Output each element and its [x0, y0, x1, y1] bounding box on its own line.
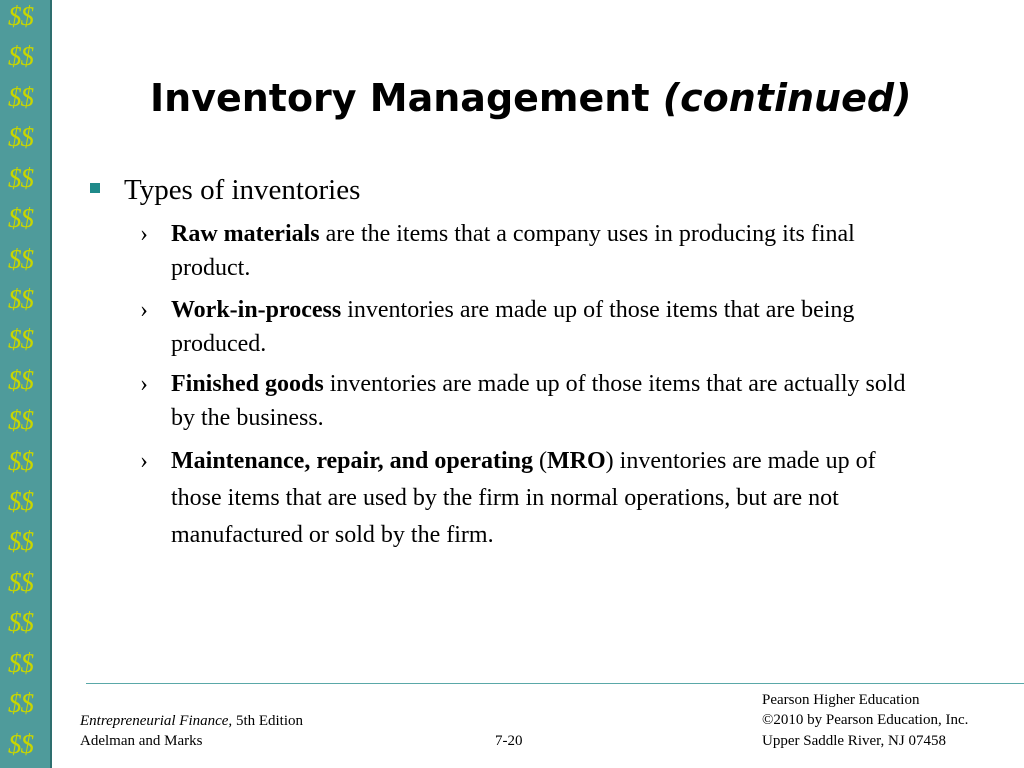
dollar-mark: $$ [8, 688, 33, 718]
definition: inventories are made up of those items that are being produced. [171, 297, 855, 357]
term: Work-in-process [171, 297, 342, 323]
dollar-mark: $$ [8, 648, 33, 678]
definition: are the items that a company uses in producing its final product. [171, 221, 855, 281]
footer-book-title: Entrepreneurial Finance, [80, 713, 233, 729]
dollar-mark: $$ [8, 446, 33, 476]
dollar-mark: $$ [8, 203, 33, 233]
sub-bullet-text: Maintenance, repair, and operating (MRO) inventories are made up of those items that are used by the firm in normal operations, but are not manufactured or sold by the firm. [171, 448, 876, 548]
bullet-text: Types of inventories [124, 174, 361, 206]
term: Maintenance, repair, and operating [171, 448, 534, 474]
dollar-mark: $$ [8, 41, 33, 71]
sub-bullet-text [171, 217, 931, 285]
footer-divider [86, 683, 1024, 684]
slide-title [150, 74, 950, 122]
footer-publisher: Pearson Higher Education [762, 692, 920, 708]
dollar-mark: $$ [8, 405, 33, 435]
dollar-mark: $$ [8, 122, 33, 152]
dollar-mark: $$ [8, 486, 33, 516]
term: Finished goods [171, 371, 324, 397]
dollar-mark: $$ [8, 163, 33, 193]
slide-title-suffix: (continued) [662, 76, 912, 120]
dollar-mark: $$ [8, 567, 33, 597]
dollar-mark: $$ [8, 284, 33, 314]
dollar-mark: $$ [8, 82, 33, 112]
sub-bullet-text [171, 367, 931, 435]
term: Raw materials [171, 221, 320, 247]
square-bullet-icon [90, 183, 100, 193]
dollar-mark: $$ [8, 526, 33, 556]
footer-copyright: ©2010 by Pearson Education, Inc. [762, 712, 969, 728]
chevron-right-icon: › [140, 448, 148, 474]
chevron-right-icon: › [140, 371, 148, 397]
dollar-mark: $$ [8, 729, 33, 759]
dollar-mark: $$ [8, 324, 33, 354]
dollar-mark: $$ [8, 1, 33, 31]
slide-title-main: Inventory Management [150, 76, 650, 120]
dollar-mark: $$ [8, 365, 33, 395]
decorative-sidebar [0, 0, 52, 768]
footer-book [80, 712, 303, 731]
sub-bullet-text [171, 293, 931, 361]
footer-edition: 5th Edition [232, 713, 304, 729]
dollar-mark: $$ [8, 607, 33, 637]
dollar-mark: $$ [8, 244, 33, 274]
definition: inventories are made up of those items that are actually sold by the business. [171, 371, 906, 431]
page-number: 7-20 [495, 733, 523, 749]
footer-location: Upper Saddle River, NJ 07458 [762, 733, 946, 749]
term-abbreviation: MRO [547, 448, 606, 474]
chevron-right-icon: › [140, 297, 148, 323]
definition: ) inventories are made up of those items that are used by the firm in normal operations, but are not manufactured or sold by the firm. [171, 448, 876, 548]
chevron-right-icon: › [140, 221, 148, 247]
footer-authors: Adelman and Marks [80, 733, 203, 749]
